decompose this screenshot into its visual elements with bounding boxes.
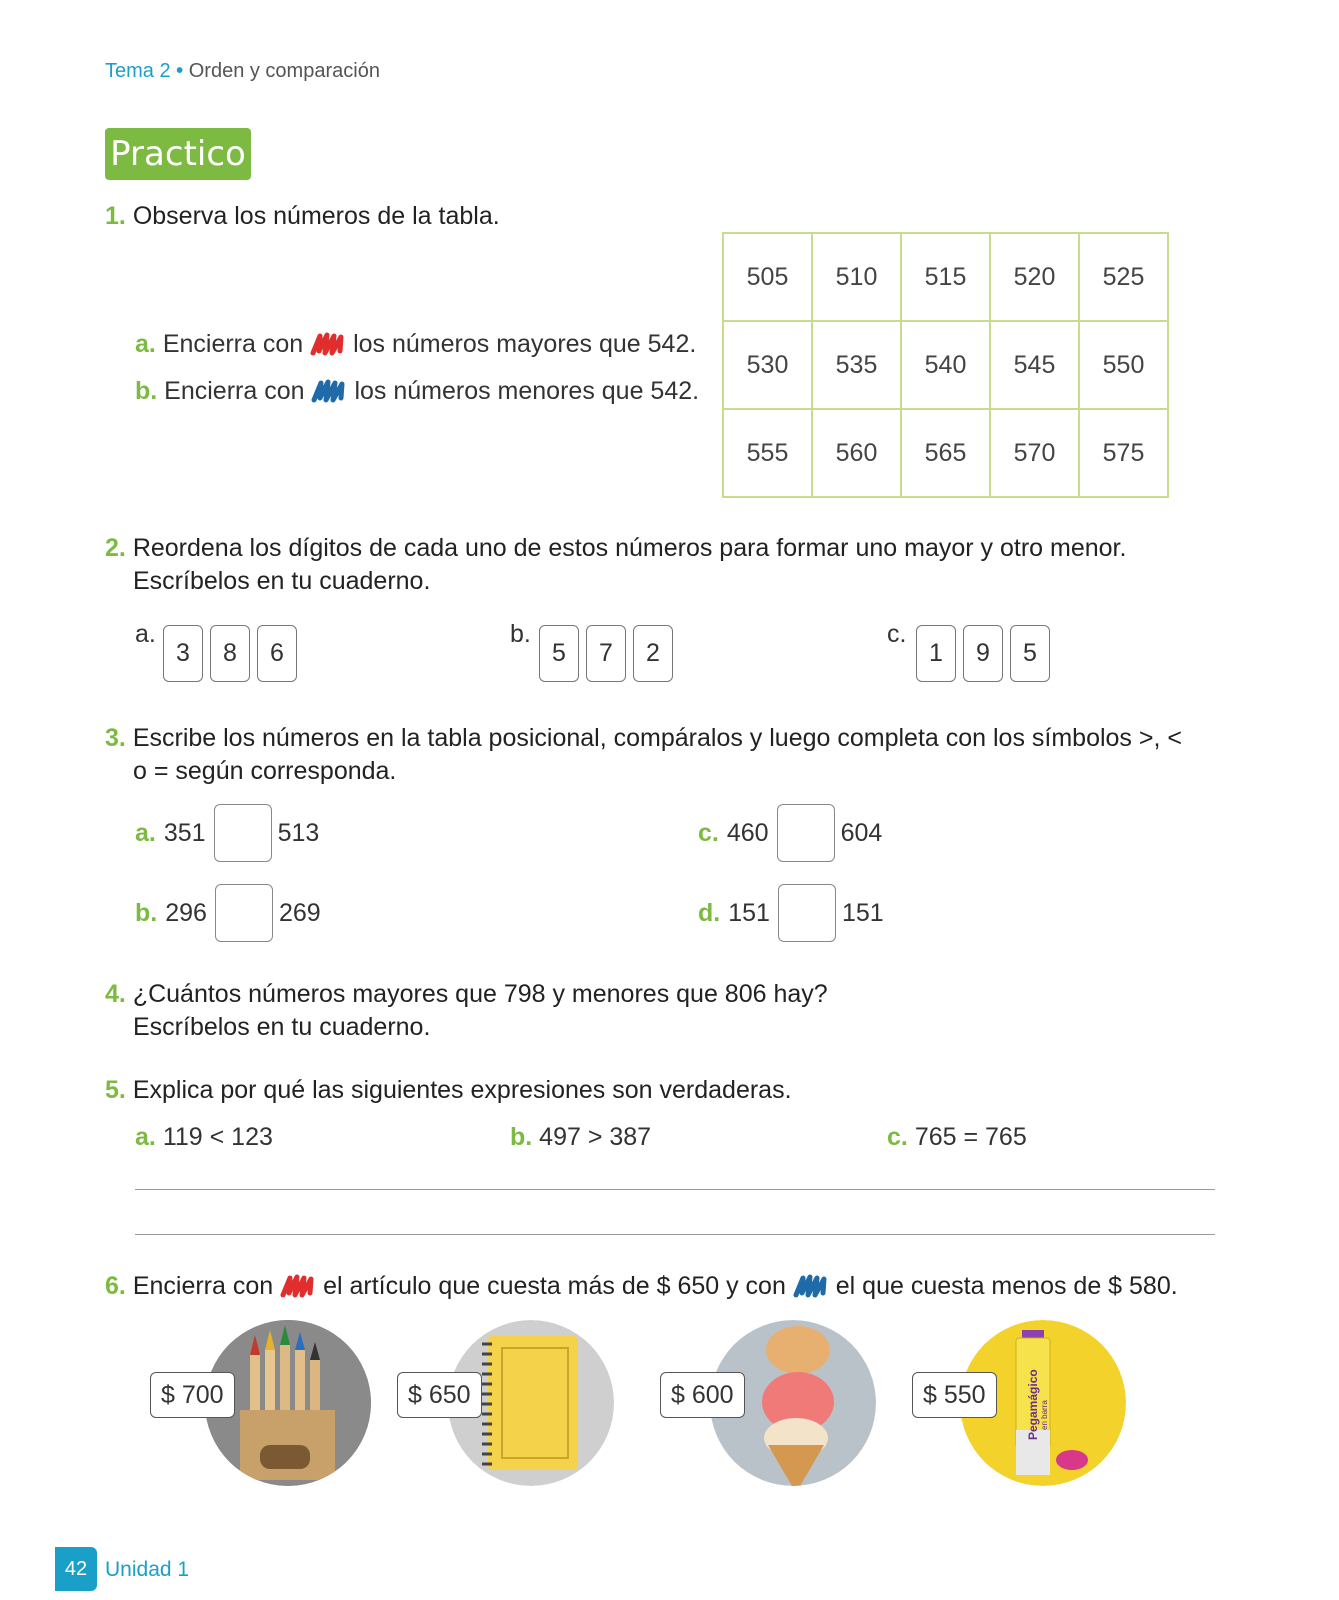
question-number: 3. (105, 724, 126, 752)
item-post-text: los números menores que 542. (354, 377, 700, 405)
right-number: 604 (840, 818, 883, 847)
right-number: 513 (277, 818, 320, 847)
red-crayon-scribble-icon (310, 331, 346, 359)
digit-group-b (539, 625, 673, 682)
unit-label: Unidad 1 (105, 1558, 190, 1581)
table-cell[interactable]: 510 (812, 233, 901, 321)
right-number: 151 (841, 898, 884, 927)
digit-card: 9 (963, 625, 1003, 682)
question-text-line2: o = según corresponda. (133, 757, 397, 785)
table-cell[interactable]: 560 (812, 409, 901, 497)
table-cell[interactable]: 545 (990, 321, 1079, 409)
price-tag: $ 650 (397, 1372, 482, 1418)
answer-line[interactable] (135, 1234, 1215, 1235)
expression-b (510, 1123, 651, 1152)
left-number: 460 (726, 818, 769, 847)
price-tag: $ 600 (660, 1372, 745, 1418)
item-letter: b. (135, 898, 158, 927)
table-cell[interactable]: 520 (990, 233, 1079, 321)
page-number: 42 (55, 1547, 97, 1591)
item-letter: b. (135, 377, 158, 405)
table-cell[interactable]: 555 (723, 409, 812, 497)
digit-card: 5 (539, 625, 579, 682)
table-cell[interactable]: 570 (990, 409, 1079, 497)
question-number: 2. (105, 534, 126, 562)
left-number: 296 (165, 898, 207, 927)
digit-card: 5 (1010, 625, 1050, 682)
q1-item-b (135, 377, 699, 406)
symbol-answer-box[interactable] (777, 804, 835, 862)
item-letter: c. (698, 818, 719, 847)
symbol-answer-box[interactable] (214, 804, 272, 862)
question-number: 6. (105, 1272, 126, 1300)
blue-crayon-scribble-icon (311, 378, 347, 406)
number-table (722, 232, 1169, 498)
section-badge: Practico (105, 128, 251, 180)
comparison-b (135, 884, 321, 942)
blue-crayon-scribble-icon (793, 1273, 829, 1301)
question-6 (105, 1270, 1178, 1303)
item-pre-text: Encierra con (164, 377, 305, 405)
header-title: Orden y comparación (188, 60, 380, 82)
digit-letter: b. (510, 620, 531, 648)
item-pre-text: Encierra con (162, 330, 304, 358)
question-4 (105, 978, 1285, 1044)
table-cell[interactable]: 565 (901, 409, 990, 497)
digit-card: 8 (210, 625, 250, 682)
digit-letter: c. (887, 620, 907, 648)
expression-text: 497 > 387 (539, 1123, 652, 1151)
question-text: Explica por qué las siguientes expresiones son verdaderas. (132, 1076, 792, 1104)
comparison-a (135, 804, 319, 862)
question-text-mid: el artículo que cuesta más de $ 650 y con (323, 1272, 786, 1300)
price-tag: $ 700 (150, 1372, 235, 1418)
digit-card: 1 (916, 625, 956, 682)
comparison-c (698, 804, 882, 862)
item-letter: c. (887, 1123, 908, 1151)
q1-item-a (135, 330, 696, 359)
table-cell[interactable]: 530 (723, 321, 812, 409)
question-text-line2: Escríbelos en tu cuaderno. (133, 567, 431, 595)
item-letter: a. (135, 818, 156, 847)
answer-line[interactable] (135, 1189, 1215, 1190)
question-2 (105, 532, 1285, 598)
digit-card: 6 (257, 625, 297, 682)
table-cell[interactable]: 535 (812, 321, 901, 409)
question-1 (105, 200, 500, 233)
header-separator: • (176, 60, 184, 82)
item-post-text: los números mayores que 542. (353, 330, 697, 358)
expression-a (135, 1123, 273, 1152)
item-letter: d. (698, 898, 721, 927)
question-text-line2: Escríbelos en tu cuaderno. (133, 1013, 431, 1041)
table-cell[interactable]: 540 (901, 321, 990, 409)
table-cell[interactable]: 575 (1079, 409, 1168, 497)
question-3 (105, 722, 1285, 788)
expression-c (887, 1123, 1027, 1152)
comparison-d (698, 884, 884, 942)
question-text-line1: ¿Cuántos números mayores que 798 y menores que 806 hay? (132, 980, 828, 1008)
page-header (105, 60, 380, 83)
question-number: 4. (105, 980, 126, 1008)
digit-group-a (163, 625, 297, 682)
table-cell[interactable]: 505 (723, 233, 812, 321)
table-row (723, 233, 1168, 321)
question-text-line1: Escribe los números en la tabla posicional, compáralos y luego completa con los símbolos >, < (132, 724, 1182, 752)
digit-card: 7 (586, 625, 626, 682)
table-cell[interactable]: 515 (901, 233, 990, 321)
question-number: 5. (105, 1076, 126, 1104)
digit-group-c (916, 625, 1050, 682)
digit-card: 2 (633, 625, 673, 682)
symbol-answer-box[interactable] (778, 884, 836, 942)
expression-text: 119 < 123 (162, 1123, 273, 1151)
digit-card: 3 (163, 625, 203, 682)
question-text-pre: Encierra con (132, 1272, 274, 1300)
question-text-post: el que cuesta menos de $ 580. (835, 1272, 1178, 1300)
symbol-answer-box[interactable] (215, 884, 273, 942)
right-number: 269 (278, 898, 321, 927)
digit-letter: a. (135, 620, 156, 648)
item-letter: a. (135, 330, 156, 358)
tema-label: Tema 2 (105, 60, 171, 82)
glue-brand-sublabel: en barra (1040, 1400, 1049, 1430)
table-cell[interactable]: 525 (1079, 233, 1168, 321)
table-cell[interactable]: 550 (1079, 321, 1168, 409)
question-text-line1: Reordena los dígitos de cada uno de estos números para formar uno mayor y otro menor. (132, 534, 1127, 562)
item-letter: b. (510, 1123, 533, 1151)
left-number: 351 (163, 818, 206, 847)
question-5 (105, 1074, 792, 1107)
question-number: 1. (105, 202, 126, 230)
red-crayon-scribble-icon (280, 1273, 316, 1301)
item-letter: a. (135, 1123, 156, 1151)
table-row (723, 321, 1168, 409)
glue-brand-label: Pegamágico (1026, 1369, 1040, 1440)
left-number: 151 (728, 898, 770, 927)
question-text: Observa los números de la tabla. (132, 202, 500, 230)
table-row (723, 409, 1168, 497)
expression-text: 765 = 765 (914, 1123, 1027, 1151)
price-tag: $ 550 (912, 1372, 997, 1418)
